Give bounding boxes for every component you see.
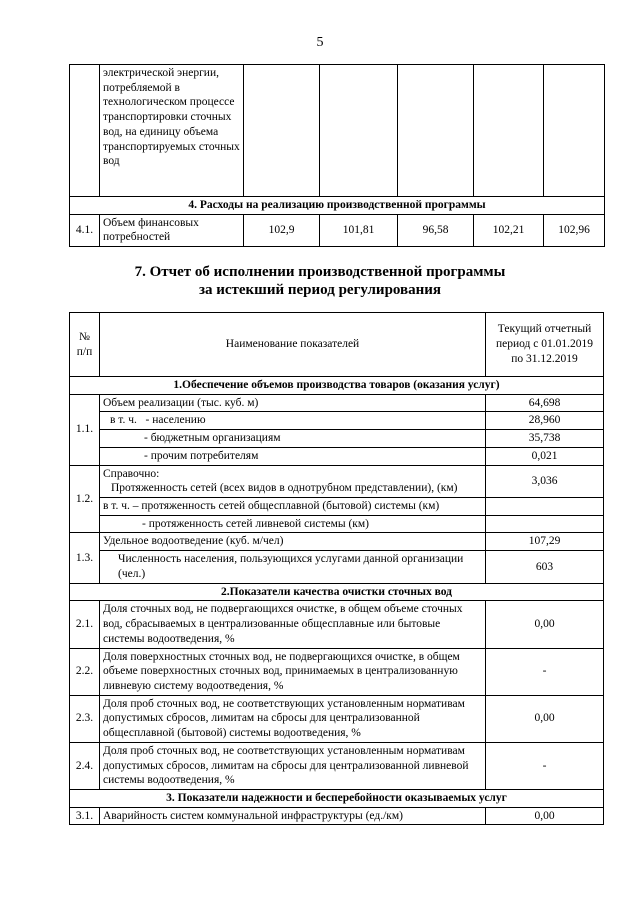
row-number: 1.1. bbox=[70, 394, 100, 465]
value-cell: 96,58 bbox=[398, 214, 474, 246]
row-number: 4.1. bbox=[70, 214, 100, 246]
table-row bbox=[70, 648, 604, 695]
row-name: Объем финансовых потребностей bbox=[100, 214, 244, 246]
row-text-block bbox=[100, 465, 486, 497]
section7-heading bbox=[0, 263, 640, 299]
row-text: Удельное водоотведение (куб. м/чел) bbox=[100, 533, 486, 551]
value-cell: 107,29 bbox=[486, 533, 604, 551]
row-text: - прочим потребителям bbox=[100, 447, 486, 465]
table-row bbox=[70, 533, 604, 551]
section-header-row bbox=[70, 377, 604, 395]
row-number: 2.1. bbox=[70, 601, 100, 648]
header-period: Текущий отчетный период с 01.01.2019 по 31.12.2019 bbox=[486, 313, 604, 377]
row-text: Доля поверхностных сточных вод, не подвергающихся очистке, в общем объеме поверхностных сточных вод, принимаемых в централизованную ливневую систему водоотведения, % bbox=[100, 648, 486, 695]
row-number: 1.2. bbox=[70, 465, 100, 533]
value-cell: 35,738 bbox=[486, 430, 604, 448]
row-text: Протяженность сетей (всех видов в однотрубном представлении), (км) bbox=[111, 482, 458, 495]
table-row bbox=[70, 65, 605, 197]
reference-label: Справочно: bbox=[103, 467, 160, 480]
row-text: Доля проб сточных вод, не соответствующих установленным нормативам допустимых сбросов, лимитам на сбросы для централизованной общесплавной (бытовой) системы водоотведения, % bbox=[100, 695, 486, 742]
row-number: 3.1. bbox=[70, 807, 100, 825]
value-cell: 28,960 bbox=[486, 412, 604, 430]
value-cell: - bbox=[486, 648, 604, 695]
value-cell: 64,698 bbox=[486, 394, 604, 412]
section-header-row bbox=[70, 789, 604, 807]
value-cell: 102,9 bbox=[244, 214, 320, 246]
value-cell: 102,96 bbox=[544, 214, 605, 246]
value-cell bbox=[486, 498, 604, 516]
value-cell: 3,036 bbox=[486, 465, 604, 497]
table-row bbox=[70, 742, 604, 789]
section7-title-line2: за истекший период регулирования bbox=[198, 282, 442, 298]
table-row bbox=[70, 430, 604, 448]
table-row bbox=[70, 551, 604, 583]
row-text: - протяженность сетей ливневой системы (км) bbox=[100, 515, 486, 533]
table-row bbox=[70, 412, 604, 430]
value-cell: 101,81 bbox=[320, 214, 398, 246]
report-table bbox=[69, 312, 604, 825]
row-number: 2.2. bbox=[70, 648, 100, 695]
row-text: в т. ч. – протяженность сетей общесплавной (бытовой) системы (км) bbox=[100, 498, 486, 516]
value-cell: 102,21 bbox=[474, 214, 544, 246]
section2-title: 2.Показатели качества очистки сточных вод bbox=[70, 583, 604, 601]
section-header-row bbox=[70, 583, 604, 601]
table-row bbox=[70, 394, 604, 412]
header-name: Наименование показателей bbox=[100, 313, 486, 377]
table-row bbox=[70, 807, 604, 825]
row-number: 2.4. bbox=[70, 742, 100, 789]
row-number: 2.3. bbox=[70, 695, 100, 742]
row-text: Доля проб сточных вод, не соответствующих установленным нормативам допустимых сбросов, лимитам на сбросы для централизованной ливневой системы водоотведения, % bbox=[100, 742, 486, 789]
value-cell: - bbox=[486, 742, 604, 789]
value-cell bbox=[486, 515, 604, 533]
table-row bbox=[70, 214, 605, 246]
row-text: в т. ч. - населению bbox=[100, 412, 486, 430]
value-cell: 603 bbox=[486, 551, 604, 583]
table-row bbox=[70, 447, 604, 465]
section7-title-line1: 7. Отчет об исполнении производственной программы bbox=[134, 264, 506, 280]
table-row bbox=[70, 515, 604, 533]
row-text: Объем реализации (тыс. куб. м) bbox=[100, 394, 486, 412]
continued-indicator-text: электрической энергии, потребляемой в технологическом процессе транспортировки сточных вод, на единицу объема транспортируемых сточных вод bbox=[100, 65, 244, 197]
value-cell: 0,021 bbox=[486, 447, 604, 465]
section-header-row bbox=[70, 197, 605, 215]
table-row bbox=[70, 695, 604, 742]
row-number: 1.3. bbox=[70, 533, 100, 583]
value-cell: 0,00 bbox=[486, 807, 604, 825]
row-text: - бюджетным организациям bbox=[100, 430, 486, 448]
value-cell: 0,00 bbox=[486, 601, 604, 648]
program-table-continued bbox=[69, 64, 605, 247]
page-number: 5 bbox=[316, 35, 324, 50]
header-row bbox=[70, 313, 604, 377]
table-row bbox=[70, 601, 604, 648]
section3-title: 3. Показатели надежности и бесперебойности оказываемых услуг bbox=[70, 789, 604, 807]
header-num: № п/п bbox=[70, 313, 100, 377]
section4-title: 4. Расходы на реализацию производственной программы bbox=[70, 197, 605, 215]
row-text: Доля сточных вод, не подвергающихся очистке, в общем объеме сточных вод, сбрасываемых в централизованные общесплавные или бытовые системы водоотведения, % bbox=[100, 601, 486, 648]
section1-title: 1.Обеспечение объемов производства товаров (оказания услуг) bbox=[70, 377, 604, 395]
table-row bbox=[70, 498, 604, 516]
row-text: Численность населения, пользующихся услугами данной организации (чел.) bbox=[100, 551, 486, 583]
value-cell: 0,00 bbox=[486, 695, 604, 742]
row-text: Аварийность систем коммунальной инфраструктуры (ед./км) bbox=[100, 807, 486, 825]
table-row bbox=[70, 465, 604, 497]
